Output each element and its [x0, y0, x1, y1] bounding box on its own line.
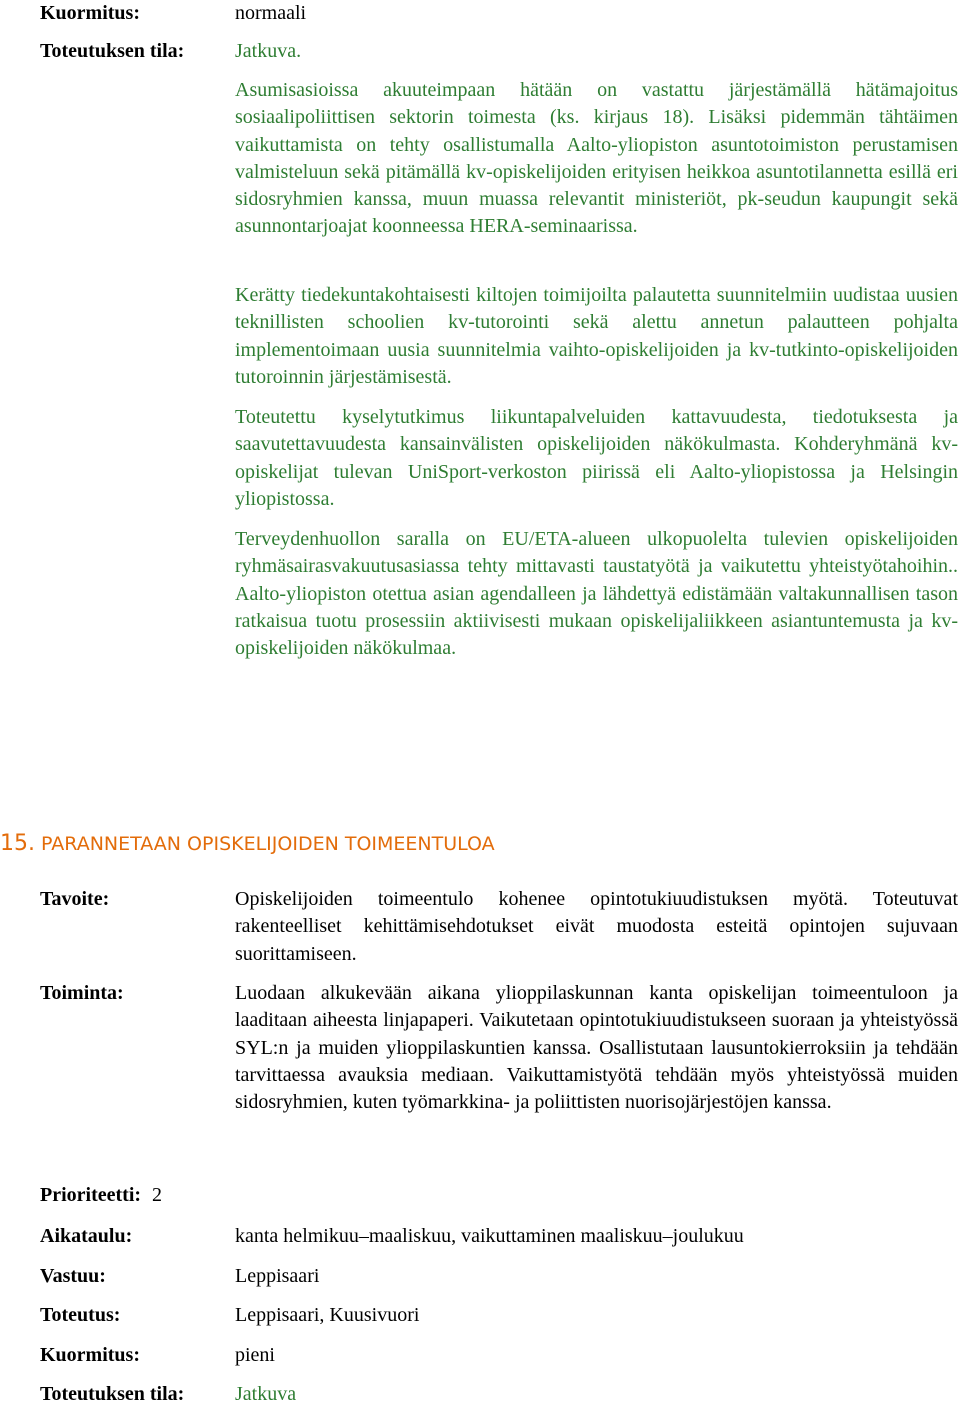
tila-value: Jatkuva	[235, 1383, 297, 1405]
tila-value: Jatkuva.	[235, 40, 302, 62]
status-paragraph-tutoring: Kerätty tiedekuntakohtaisesti kiltojen toimijoilta palautetta suunnitelmiin uudistaa uusien teknillisten schoolien kv-tutorointi sekä alettu annetun palautteen pohjalta implementoimaan uusia suunnitelmia vaihto-opiskelijoiden ja kv-tutkinto-opiskelijoiden tutoroinnin järjestämisestä.	[235, 284, 958, 388]
toiminta-value: Luodaan alkukevään aikana ylioppilaskunnan kanta opiskelijan toimeentuloon ja laaditaan aiheesta linjapaperi. Vaikutetaan opintotukiuudistukseen suoraan ja yhteistyössä SYL:n ja muiden ylioppilaskuntien kanssa. Osallistutaan lausuntokierroksiin ja tehdään tarvittaessa avauksia mediaan. Vaikuttamistyötä tehdään myös yhteistyössä muiden sidosryhmien, kuten työmarkkina- ja poliittisten nuorisojärjestöjen kanssa.	[235, 982, 958, 1114]
prioriteetti-label	[40, 1182, 162, 1209]
prioriteetti-value: 2	[152, 1184, 163, 1206]
status-paragraph-housing: Asumisasioissa akuuteimpaan hätään on vastattu järjestämällä hätämajoitus sosiaalipoliittisen sektorin toimesta (ks. kirjaus 18). Lisäksi pidemmän tähtäimen vaikuttamista on tehty osallistumalla Aalto-yliopiston asuntotoimiston perustamisen valmisteluun sekä pitämällä kv-opiskelijoiden erityisen heikkoa asuntotilannetta esillä eri sidosryhmien kanssa, muun muassa relevantit ministeriöt, pk-seudun kaupungit sekä asunnontarjoajat koonneessa HERA-seminaarissa.	[235, 79, 958, 238]
aikataulu-value: kanta helmikuu–maaliskuu, vaikuttaminen maaliskuu–joulukuu	[235, 1225, 744, 1247]
status-paragraph-sports: Toteutettu kyselytutkimus liikuntapalveluiden kattavuudesta, tiedotuksesta ja saavutettavuudesta kansainvälisten opiskelijoiden näkökulmasta. Kohderyhmänä kv-opiskelijat tulevan UniSport-verkoston piirissä eli Aalto-yliopistossa ja Helsingin yliopistossa.	[235, 406, 958, 510]
section-heading	[0, 830, 495, 858]
kuormitus-label: Kuormitus:	[40, 1344, 140, 1366]
prioriteetti-label-text: Prioriteetti:	[40, 1184, 142, 1206]
section-title: PARANNETAAN OPISKELIJOIDEN TOIMEENTULOA	[41, 833, 495, 855]
tila-label: Toteutuksen tila:	[40, 40, 185, 62]
section-number: 15.	[0, 831, 35, 856]
tavoite-label: Tavoite:	[40, 888, 110, 910]
toteutus-value: Leppisaari, Kuusivuori	[235, 1304, 420, 1326]
aikataulu-label: Aikataulu:	[40, 1225, 133, 1247]
tavoite-value: Opiskelijoiden toimeentulo kohenee opintotukiuudistuksen myötä. Toteutuvat rakenteelliset kehittämisehdotukset eivät muodosta esteitä opintojen sujuvaan suorittamiseen.	[235, 888, 958, 965]
status-paragraph-health: Terveydenhuollon saralla on EU/ETA-alueen ulkopuolelta tulevien opiskelijoiden ryhmäsairasvakuutusasiassa tehty mittavasti taustatyötä ja vaikutettu yhteistyötahoihin.. Aalto-yliopiston otettua asian agendalleen ja lähdettyä edistämään valtakunnallisen tason ratkaisua tuotu prosessiin aktiivisesti mukaan opiskelijaliikkeen asiantuntemusta ja kv-opiskelijoiden näkökulmaa.	[235, 528, 958, 660]
kuormitus-value: normaali	[235, 2, 307, 24]
toteutus-label: Toteutus:	[40, 1304, 121, 1326]
toiminta-label: Toiminta:	[40, 982, 124, 1004]
vastuu-label: Vastuu:	[40, 1265, 106, 1287]
kuormitus-value: pieni	[235, 1344, 275, 1366]
tila-label: Toteutuksen tila:	[40, 1383, 185, 1405]
kuormitus-label: Kuormitus:	[40, 2, 140, 24]
vastuu-value: Leppisaari	[235, 1265, 320, 1287]
